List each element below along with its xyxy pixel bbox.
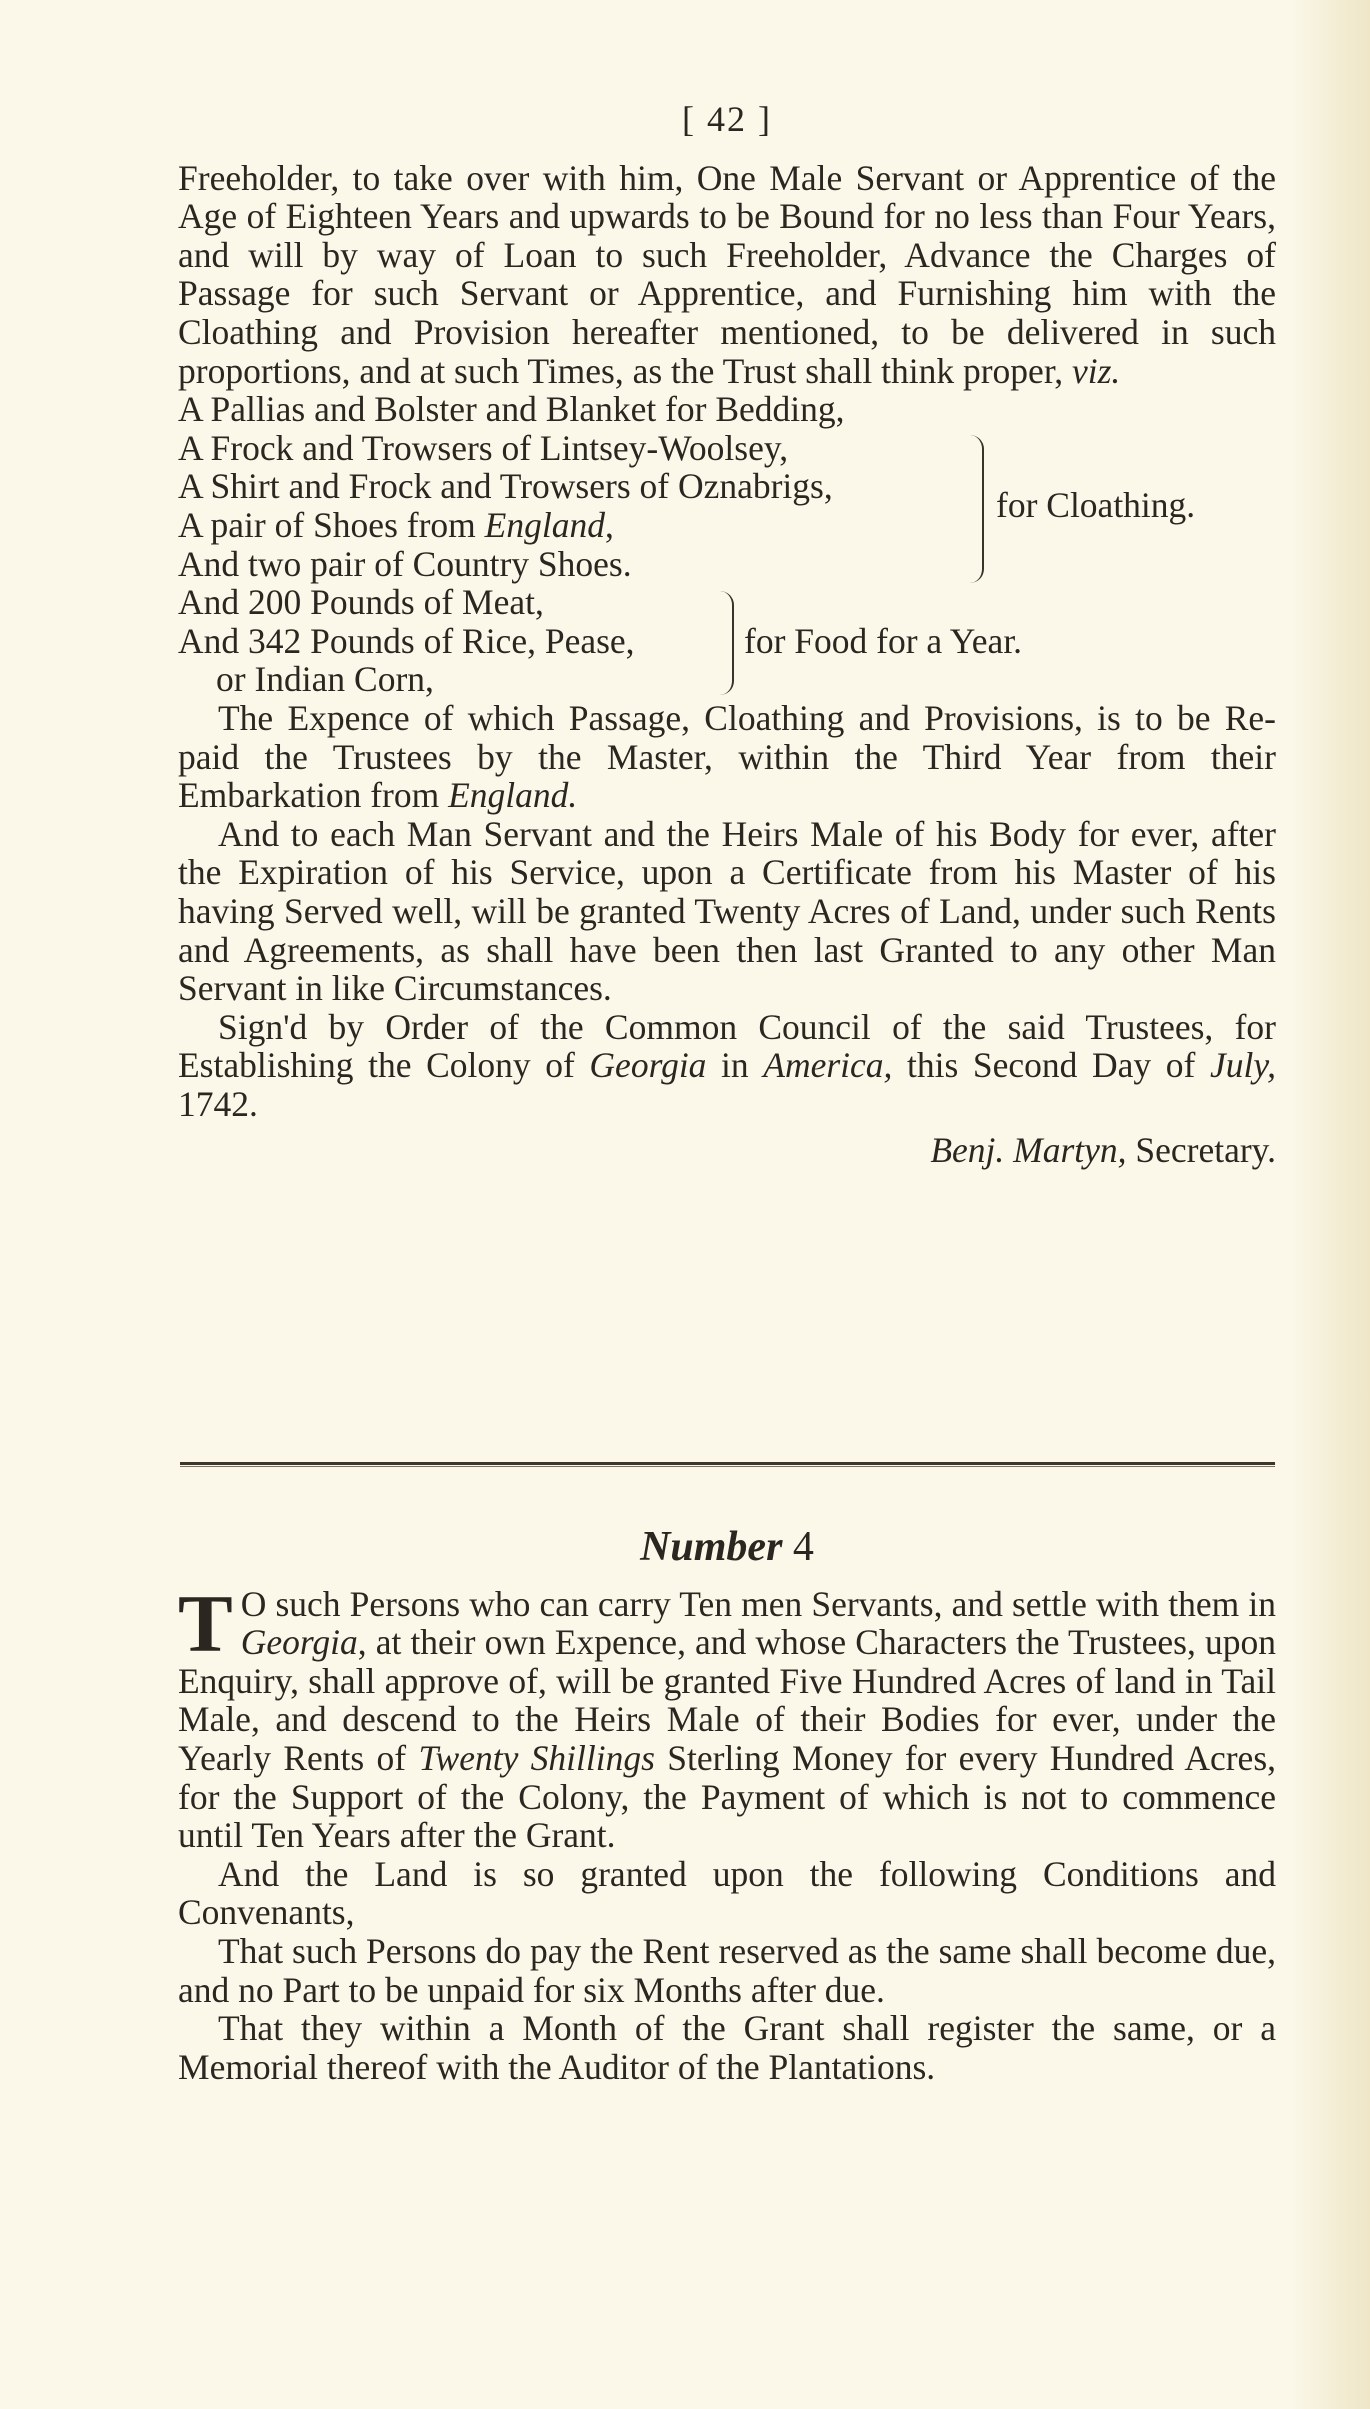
section-title bbox=[178, 1524, 1276, 1570]
england-italic: England. bbox=[448, 775, 578, 816]
paragraph-text: Freeholder, to take over with him, One Male Servant or Apprentice of the Age of Eighteen Years and upwards to be Bound for no less than Four Years, and will by way of Loan to such Freeholder, Advance the Charges of Passage for such Servant or Apprentice, and Furnishing him with the Cloathing and Provision hereafter mentioned, to be delivered in such proportions, and at such Times, as the Trust shall think proper, bbox=[178, 157, 1276, 391]
clothing-label: for Cloathing. bbox=[996, 484, 1196, 525]
food-brace-icon bbox=[720, 591, 734, 695]
paragraph-rent: That such Persons do pay the Rent reserved as the same shall become due, and no Part to be unpaid for six Months after due. bbox=[178, 1930, 1276, 2010]
food-label: for Food for a Year. bbox=[744, 620, 1023, 661]
page-body bbox=[178, 100, 1276, 1170]
america-italic: America, bbox=[763, 1045, 893, 1086]
paragraph-text: O such Persons who can carry Ten men Servants, and settle with them in bbox=[240, 1583, 1276, 1624]
paragraph-register: That they within a Month of the Grant shall register the same, or a Memorial thereof with the Auditor of the Plantations. bbox=[178, 2008, 1276, 2087]
georgia-italic: Georgia bbox=[589, 1045, 707, 1086]
england-italic: England bbox=[484, 504, 605, 545]
list-item: And two pair of Country Shoes. bbox=[178, 543, 632, 584]
list-item-text: A pair of Shoes from bbox=[178, 504, 485, 545]
paragraph-text: Sign'd by Order of the Common Council of the said Trustees, for Establishing the Colony of bbox=[178, 1006, 1276, 1086]
section-title-word: Number bbox=[640, 1524, 783, 1570]
paragraph-man-servant: And to each Man Servant and the Heirs Male of his Body for ever, after the Expiration of his Service, upon a Certificate from his Master of his having Served well, will be granted Twenty Acres of Land, under such Rents and Agreements, as shall have been then last Granted to any other Man Servant in like Circumstances. bbox=[178, 813, 1276, 1009]
section-divider bbox=[180, 1462, 1275, 1465]
paragraph-expence bbox=[178, 699, 1276, 815]
georgia-italic: Georgia bbox=[240, 1622, 358, 1663]
section-number-4 bbox=[178, 1524, 1277, 2087]
signatory-name: Benj. Martyn, bbox=[930, 1130, 1127, 1171]
paragraph-signed bbox=[178, 1008, 1276, 1124]
page-number: [ 42 ] bbox=[682, 99, 772, 139]
viz-italic: viz. bbox=[1071, 350, 1121, 391]
signatory-title: Secretary. bbox=[1126, 1130, 1276, 1171]
signature bbox=[178, 1131, 1276, 1170]
provisions-list bbox=[178, 390, 1276, 699]
paragraph-text: this Second Day of bbox=[892, 1045, 1210, 1086]
comma: , bbox=[604, 504, 614, 545]
paragraph-text: The Expence of which Passage, Cloathing and Provisions, is to be Re-paid the Trustees by the Master, within the Third Year from their Embarkation from bbox=[178, 697, 1276, 816]
paragraph-text: , at their own Expence, and whose Characters the Trustees, upon Enquiry, shall approve of, will be granted Five Hundred Acres of land in Tail Male, and descend to the Heirs Male of their Bodies for ever, under the Yearly Rents of bbox=[178, 1622, 1276, 1778]
drop-cap: T bbox=[178, 1577, 233, 1669]
section-divider-thin bbox=[180, 1466, 1275, 1467]
paragraph-conditions: And the Land is so granted upon the following Conditions and Convenants, bbox=[178, 1853, 1276, 1933]
paragraph-persons bbox=[178, 1577, 1277, 1856]
clothing-brace-icon bbox=[968, 435, 984, 583]
list-item-text: or Indian Corn, bbox=[216, 659, 434, 700]
list-item: And 200 Pounds of Meat, bbox=[178, 582, 544, 623]
food-group bbox=[178, 583, 1276, 699]
paragraph-text: Sterling Money for every Hundred Acres, for the Support of the Colony, the Payment of which is not to commence until Ten Years after the Grant. bbox=[178, 1737, 1277, 1856]
twenty-shillings-italic: Twenty Shillings bbox=[418, 1737, 655, 1778]
paragraph-text: in bbox=[706, 1045, 764, 1086]
clothing-group bbox=[178, 429, 1276, 583]
list-item-bedding: A Pallias and Bolster and Blanket for Bedding, bbox=[178, 389, 845, 430]
section-title-number: 4 bbox=[792, 1524, 814, 1570]
list-item: A Shirt and Frock and Trowsers of Oznabrigs, bbox=[178, 466, 833, 507]
page-edge-shadow bbox=[1290, 0, 1370, 2409]
paragraph-text: 1742. bbox=[178, 1083, 258, 1124]
list-item: A Frock and Trowsers of Lintsey-Woolsey, bbox=[178, 427, 789, 468]
july-italic: July, bbox=[1209, 1045, 1276, 1086]
list-item: And 342 Pounds of Rice, Pease, bbox=[178, 620, 635, 661]
paragraph-freeholder bbox=[178, 159, 1276, 391]
